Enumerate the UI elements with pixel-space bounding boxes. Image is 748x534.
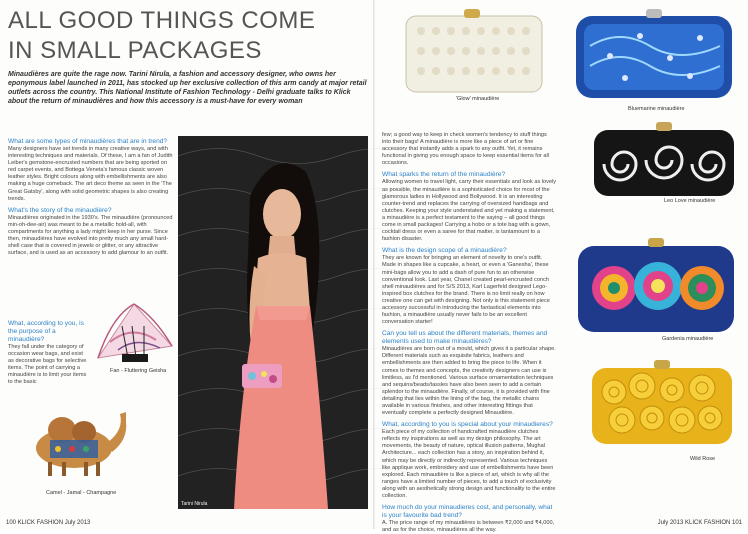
headline <box>8 6 338 66</box>
designer-portrait-photo <box>178 136 368 509</box>
caption-glow: 'Glow' minaudière <box>456 96 500 102</box>
camel-clutch-image <box>22 400 130 480</box>
question: How much do your minaudieres cost, and personally, what is your favourite bad trend? <box>382 504 553 520</box>
answer: Many designers have set trends in many creative ways, and with interesting techniques and materials. Of these, I am a fan of Judith Leiber's gemstone-encrusted numbers that are being sported on red carpet events, and Bottega Veneta's famous classic woven leather styles. Bright colours along with embellishments are also making a huge comeback. The art deco theme as seen in the 'The Great Gatsby', along with solid geometric shapes is also creating trends. <box>8 146 173 202</box>
caption-bluemarine: Bluemarine minaudière <box>628 106 685 112</box>
caption-camel: Camel - Jamal - Champagne <box>46 490 117 496</box>
glow-minaudiere-image <box>396 6 552 98</box>
answer: They fall under the category of occasion wear bags, and exist as decorative bags for selective items. The point of carrying a minaudière is to limit your items to the basic <box>8 344 87 386</box>
qa-column-left <box>8 134 173 257</box>
caption-wild-rose: Wild Rose <box>690 456 716 462</box>
answer: Allowing women to travel light, carry their essentials and look as lovely as possible, the minaudière is a sophisticated choice for most of the glamorous ladies in Hollywood and Bollywood. It is an interesting counter-trend and replaces the carrying of oversized handbags and clutches. Keeping your style understated and yet making a statement, a minaudière is a perfect testament to the saying – all good things come in small packages! Carrying a hobo or a tote bag with a gown, cocktail dress or even a saree for that matter, is tantamount to a fashion disaster. <box>382 179 557 243</box>
answer: Each piece of my collection of handcrafted minaudière clutches reflects my inspirations as well as my design philosophy. The art movements, the beauty of nature, optical illusion patterns, Mughal Architecture... each collection has a story, an inspiration behind it, which may be directly or indirectly represented. Various techniques like applique work, embroidery and use of embellishments have been explored. Each minaudière is like a piece of art, which is why all the ranges have a limited number of pieces, to add a touch of exclusivity along with an aesthetically strong design and functionality to the entire collection. <box>382 429 556 500</box>
fan-clutch-image <box>92 296 176 368</box>
question: What are some types of minaudières that are in trend? <box>8 138 168 145</box>
question: What, according to you, is the purpose of a minaudière? <box>8 320 84 343</box>
folio-right: July 2013 KLICK FASHION 101 <box>657 520 742 526</box>
leo-love-minaudiere-image <box>590 118 738 200</box>
question: What sparks the return of the minaudière? <box>382 171 506 179</box>
wild-rose-minaudiere-image <box>586 356 738 452</box>
answer: Minaudières are born out of a mould, which gives it a particular shape. Different materials such as exquisite fabrics, leathers and embellishments are then added to bring the piece to life. When it comes to themes and concepts, the creativity designers can use is limitless, as I'd mentioned. Various surface ornamentation techniques and sequins/beads/tassles have also been seen to add a certain splendor to the minaudière. Finally, of course, it is provided with fine detailing that lies within the lining of the bag, the metallic chains available in various finishes, and other interesting fittings that eventually complete a perfectly designed Minaudière. <box>382 346 556 417</box>
answer: A. The price range of my minaudières is between ₹2,000 and ₹4,000, and as for the choice, minaudières all the way. <box>382 520 555 534</box>
answer: few; a good way to keep in check women's tendency to stuff things into their bags! A minaudière is more like a piece of art or fine accessory that instantly adds a spark to any outfit. Yet, it remains functional in giving you enough space to keep essential items for all occasions. <box>382 132 549 167</box>
headline-line-2: IN SMALL PACKAGES <box>8 37 262 64</box>
caption-gardenia: Gardenia minaudière <box>662 336 714 342</box>
question: Can you tell us about the different materials, themes and elements used to make minaudières? <box>382 330 548 346</box>
qa-column-right <box>382 132 557 534</box>
qa-column-left-narrow <box>8 316 88 387</box>
question: What is the design scope of a minaudière? <box>382 247 507 255</box>
photo-credit: Tarini Nirula <box>181 501 208 507</box>
answer: Minaudières originated in the 1930's. The minaudière (pronounced min-oh-dee-air) was meant to be a metallic hold-all, with compartments for anything a lady might keep in her purse. Since then, minaudières have evolved into pretty much any small hard-shell case that is covered in jewels or glitter, or any attractive surface, and is used as an accessory to add glamour to an outfit. <box>8 214 173 257</box>
folio-left: 100 KLICK FASHION July 2013 <box>6 520 91 526</box>
standfirst: Minaudières are quite the rage now. Tarini Nirula, a fashion and accessory designer, who owns her eponymous label launched in 2011, has stocked up her exclusive collection of this arm candy at major retail outlets across the country. This National Institute of Fashion Technology - Delhi graduate talks to Klick about the return of minaudières and how this accessory is a must-have for every woman <box>8 71 367 105</box>
gardenia-minaudiere-image <box>574 236 738 336</box>
caption-fan: Fan - Fluttering Geisha <box>110 368 167 374</box>
page-gutter <box>373 0 375 529</box>
answer: They are known for bringing an element of novelty to one's outfit. Made in shapes like a cupcake, a heart, or even a 'Ganesha', these mini-bags allow you to add a dash of pure fun to an otherwise conventional look. Last year, Chanel created pearl-encrusted conch shell minaudières and for S/S 2013, Karl Lagerfeld designed Lego-inspired box clutches for the brand. There is no limit really on how creative one can get with designing. Not only is this statement piece accessory successful in introducing the fantastical elements into fashion, a minaudière usually never fails to be an excellent conversation starter! <box>382 255 550 326</box>
headline-line-1: ALL GOOD THINGS COME <box>8 7 316 34</box>
caption-leo-love: Leo Love minaudière <box>664 198 716 204</box>
bluemarine-minaudiere-image <box>570 6 738 104</box>
question: What, according to you is special about your minaudieres? <box>382 421 553 429</box>
question: What's the story of the minaudière? <box>8 206 112 214</box>
